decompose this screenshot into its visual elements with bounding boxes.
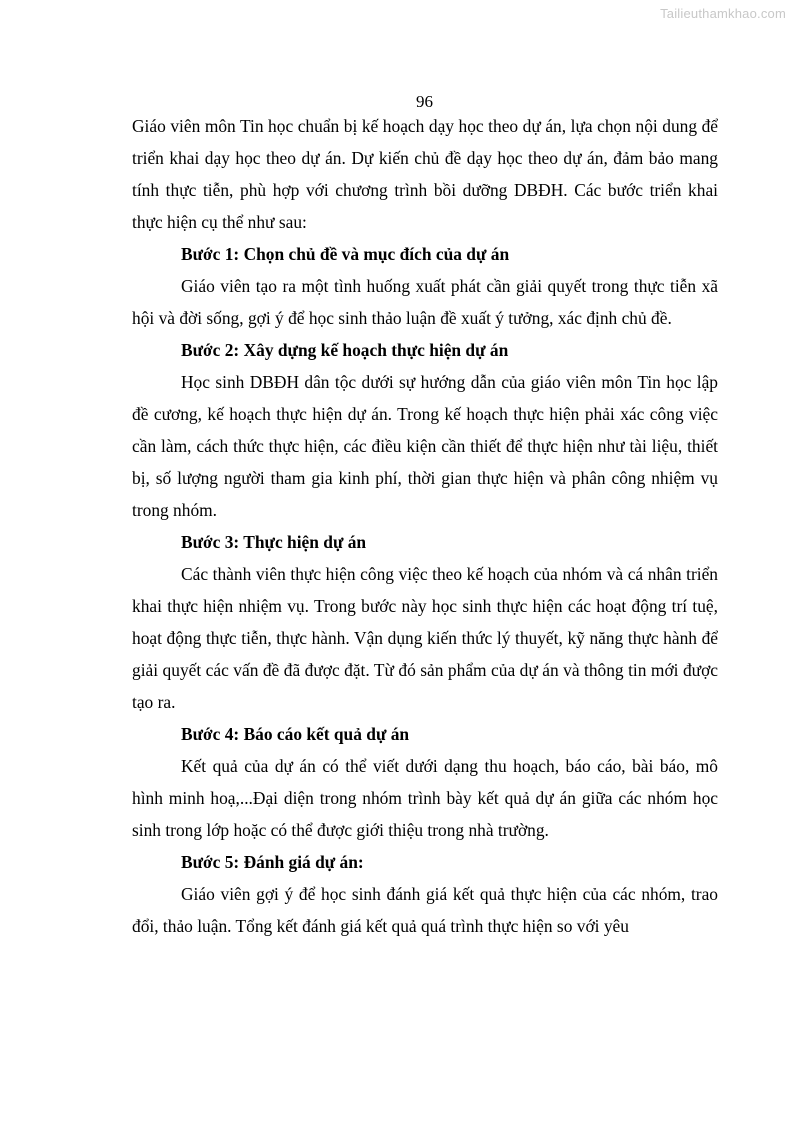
step1-heading: Bước 1: Chọn chủ đề và mục đích của dự án bbox=[181, 244, 510, 264]
step4-heading: Bước 4: Báo cáo kết quả dự án bbox=[181, 724, 410, 744]
watermark: Tailieuthamkhao.com bbox=[660, 6, 786, 21]
step5-heading: Bước 5: Đánh giá dự án: bbox=[181, 852, 364, 872]
step2-heading: Bước 2: Xây dựng kế hoạch thực hiện dự án bbox=[181, 340, 509, 360]
step3-heading: Bước 3: Thực hiện dự án bbox=[181, 532, 367, 552]
step3-paragraph: Các thành viên thực hiện công việc theo kế hoạch của nhóm và cá nhân triển khai thực hiện nhiệm vụ. Trong bước này học sinh thực hiện các hoạt động trí tuệ, hoạt động thực tiễn, thực hành. Vận dụng kiến thức lý thuyết, kỹ năng thực hành để giải quyết các vấn đề đã được đặt. Từ đó sản phẩm của dự án và thông tin mới được tạo ra. bbox=[132, 564, 718, 712]
page-number: 96 bbox=[416, 92, 433, 111]
step5-paragraph: Giáo viên gợi ý để học sinh đánh giá kết quả thực hiện của các nhóm, trao đổi, thảo luận. Tổng kết đánh giá kết quả quá trình thực hiện so với yêu bbox=[132, 884, 718, 936]
step4-paragraph: Kết quả của dự án có thể viết dưới dạng thu hoạch, báo cáo, bài báo, mô hình minh hoạ,...Đại diện trong nhóm trình bày kết quả dự án giữa các nhóm học sinh trong lớp hoặc có thể được giới thiệu trong nhà trường. bbox=[132, 756, 718, 840]
step1-paragraph: Giáo viên tạo ra một tình huống xuất phát cần giải quyết trong thực tiễn xã hội và đời sống, gợi ý để học sinh thảo luận đề xuất ý tưởng, xác định chủ đề. bbox=[132, 276, 718, 328]
step2-paragraph: Học sinh DBĐH dân tộc dưới sự hướng dẫn của giáo viên môn Tin học lập đề cương, kế hoạch thực hiện dự án. Trong kế hoạch thực hiện phải xác công việc cần làm, cách thức thực hiện, các điều kiện cần thiết để thực hiện như tài liệu, thiết bị, số lượng người tham gia kinh phí, thời gian thực hiện và phân công nhiệm vụ trong nhóm. bbox=[132, 372, 718, 520]
document-body bbox=[132, 110, 718, 942]
intro-paragraph: Giáo viên môn Tin học chuẩn bị kế hoạch dạy học theo dự án, lựa chọn nội dung để triển khai dạy học theo dự án. Dự kiến chủ đề dạy học theo dự án, đảm bảo mang tính thực tiễn, phù hợp với chương trình bồi dưỡng DBĐH. Các bước triển khai thực hiện cụ thể như sau: bbox=[132, 116, 718, 232]
